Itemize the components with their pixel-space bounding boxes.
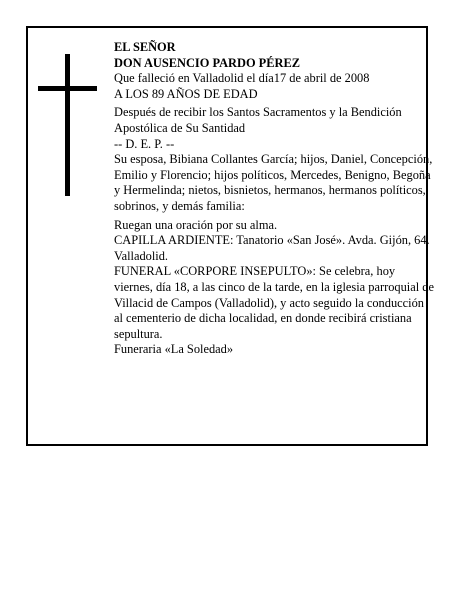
funeral-text: FUNERAL «CORPORE INSEPULTO»: Se celebra, hoy viernes, día 18, a las cinco de la tarde, en la iglesia parroquial de Villacid de Campos (Valladolid), y acto seguido la conducción al cementerio de dicha localidad, en donde recibirá cristiana sepultura. xyxy=(114,264,434,341)
family-text: Su esposa, Bibiana Collantes García; hijos, Daniel, Concepción, Emilio y Florencio; hijos políticos, Mercedes, Benigno, Begoña y Hermelinda; nietos, bisnietos, hermanos, hermanos políticos, sobrinos, y demás familia: xyxy=(114,152,433,213)
prayer-text: Ruegan una oración por su alma. xyxy=(114,217,278,232)
cross-icon xyxy=(65,54,70,196)
deceased-name: DON AUSENCIO PARDO PÉREZ xyxy=(114,55,300,70)
title-line-1: EL SEÑOR xyxy=(114,40,176,54)
death-line: Que falleció en Valladolid el día17 de abril de 2008 xyxy=(114,71,370,86)
age-line: A LOS 89 AÑOS DE EDAD xyxy=(114,86,258,101)
chapel-text: CAPILLA ARDIENTE: Tanatorio «San José». Avda. Gijón, 64. Valladolid. xyxy=(114,233,430,263)
sacraments-text: Después de recibir los Santos Sacramentos y la Bendición Apostólica de Su Santidad xyxy=(114,105,402,135)
dep-text: -- D. E. P. -- xyxy=(114,136,175,151)
funeral-home-text: Funeraria «La Soledad» xyxy=(114,342,234,357)
cross-icon-bar xyxy=(38,86,97,91)
obituary-text xyxy=(114,40,434,361)
